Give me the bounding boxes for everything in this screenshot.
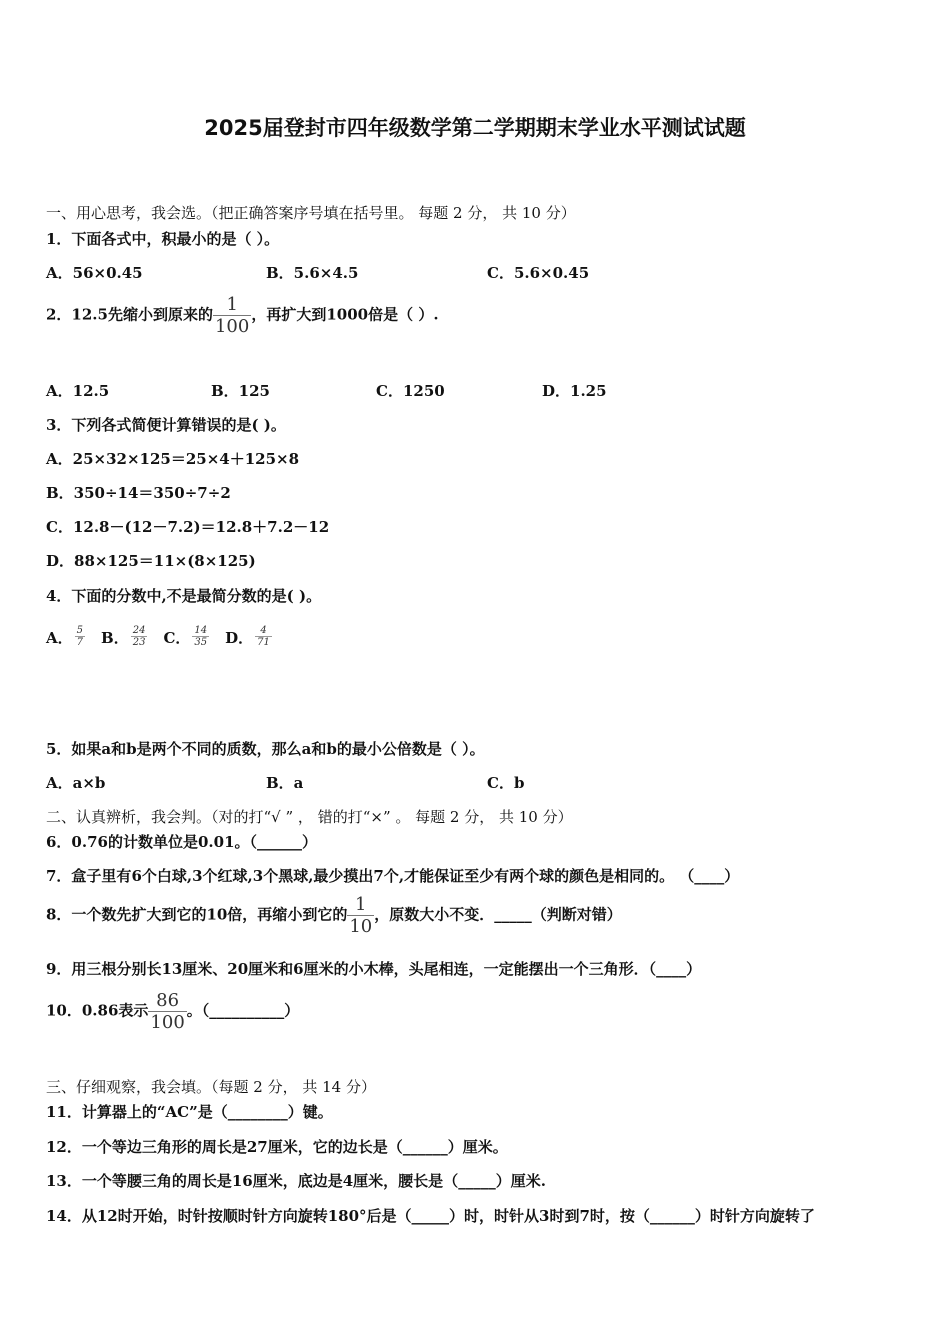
q5-option-b: B．a bbox=[266, 774, 304, 792]
question-5: 5．如果a和b是两个不同的质数，那么a和b的最小公倍数是（ ）。 bbox=[46, 740, 485, 758]
q4-c-denominator: 35 bbox=[194, 637, 208, 648]
question-14: 14．从12时开始，时针按顺时针方向旋转180°后是（_____）时，时针从3时到7时，按（______）时针方向旋转了 bbox=[46, 1207, 815, 1225]
q1-option-a: A．56×0.45 bbox=[46, 264, 143, 282]
q2-option-d: D．1.25 bbox=[542, 382, 607, 400]
q4-option-a-label: A． bbox=[46, 629, 73, 647]
q4-option-c-fraction bbox=[192, 625, 209, 648]
q1-option-b: B．5.6×4.5 bbox=[266, 264, 359, 282]
q4-option-b-label: B． bbox=[101, 629, 129, 647]
question-11: 11．计算器上的“AC”是（________）键。 bbox=[46, 1103, 333, 1121]
q1-option-c: C．5.6×0.45 bbox=[487, 264, 590, 282]
q8-fraction-denominator: 10 bbox=[349, 916, 373, 937]
q3-option-d: D．88×125＝11×(8×125) bbox=[46, 552, 256, 570]
q8-text-before: 8．一个数先扩大到它的10倍，再缩小到它的 bbox=[46, 905, 348, 924]
question-10 bbox=[46, 990, 299, 1033]
q3-option-a: A．25×32×125＝25×4＋125×8 bbox=[46, 450, 300, 468]
q2-option-a: A．12.5 bbox=[46, 382, 110, 400]
q4-b-denominator: 23 bbox=[132, 637, 146, 648]
q4-c-numerator: 14 bbox=[194, 625, 208, 636]
question-12: 12．一个等边三角形的周长是27厘米，它的边长是（______）厘米。 bbox=[46, 1138, 508, 1156]
question-3: 3．下列各式简便计算错误的是( )。 bbox=[46, 416, 286, 434]
q8-text-after: ，原数大小不变．_____（判断对错） bbox=[374, 905, 622, 924]
q2-fraction bbox=[213, 294, 251, 337]
q2-text-after: ，再扩大到1000倍是（ ）. bbox=[251, 305, 439, 324]
q2-option-c: C．1250 bbox=[376, 382, 445, 400]
q10-fraction-denominator: 100 bbox=[150, 1012, 185, 1033]
q4-option-a-fraction bbox=[75, 625, 85, 648]
question-8 bbox=[46, 894, 622, 937]
question-13: 13．一个等腰三角的周长是16厘米，底边是4厘米，腰长是（_____）厘米. bbox=[46, 1172, 546, 1190]
question-2 bbox=[46, 294, 439, 337]
question-9: 9．用三根分别长13厘米、20厘米和6厘米的小木棒，头尾相连，一定能摆出一个三角形．（____） bbox=[46, 960, 702, 978]
page-title: 2025届登封市四年级数学第二学期期末学业水平测试试题 bbox=[204, 116, 746, 140]
q4-b-numerator: 24 bbox=[132, 625, 146, 636]
q4-a-denominator: 7 bbox=[76, 637, 84, 648]
question-6: 6．0.76的计数单位是0.01。（______） bbox=[46, 833, 318, 851]
question-4: 4．下面的分数中,不是最简分数的是( )。 bbox=[46, 587, 322, 605]
q4-option-d-fraction bbox=[255, 625, 272, 648]
q2-text-before: 2．12.5先缩小到原来的 bbox=[46, 305, 213, 324]
q8-fraction-numerator: 1 bbox=[347, 894, 374, 916]
section-1-heading: 一、用心思考，我会选。（把正确答案序号填在括号里。 每题 2 分， 共 10 分） bbox=[46, 204, 576, 222]
question-1: 1．下面各式中，积最小的是（ ）。 bbox=[46, 230, 280, 248]
q4-d-denominator: 71 bbox=[257, 637, 270, 648]
section-3-heading: 三、仔细观察，我会填。（每题 2 分， 共 14 分） bbox=[46, 1078, 376, 1096]
q4-option-d-label: D． bbox=[225, 629, 254, 647]
q5-option-c: C．b bbox=[487, 774, 525, 792]
q4-option-c-label: C． bbox=[163, 629, 191, 647]
q10-text-before: 10．0.86表示 bbox=[46, 1001, 149, 1020]
q10-fraction bbox=[148, 990, 186, 1033]
q4-d-numerator: 4 bbox=[255, 625, 272, 637]
q5-option-a: A．a×b bbox=[46, 774, 106, 792]
q4-options bbox=[46, 625, 272, 648]
q8-fraction bbox=[347, 894, 374, 937]
q4-a-numerator: 5 bbox=[76, 625, 84, 636]
q3-option-b: B．350÷14＝350÷7÷2 bbox=[46, 484, 231, 502]
section-2-heading: 二、认真辨析，我会判。（对的打“√ ” ， 错的打“×” 。 每题 2 分， 共 10 分） bbox=[46, 808, 573, 826]
q2-option-b: B．125 bbox=[211, 382, 270, 400]
q10-text-after: 。（__________） bbox=[186, 1001, 300, 1020]
q3-option-c: C．12.8－(12－7.2)＝12.8＋7.2－12 bbox=[46, 518, 330, 536]
q4-option-b-fraction bbox=[131, 625, 148, 648]
q2-fraction-denominator: 100 bbox=[214, 316, 250, 337]
q2-fraction-numerator: 1 bbox=[213, 294, 251, 316]
question-7: 7．盒子里有6个白球,3个红球,3个黑球,最少摸出7个,才能保证至少有两个球的颜色是相同的。 （____） bbox=[46, 867, 740, 885]
q10-fraction-numerator: 86 bbox=[148, 990, 186, 1012]
